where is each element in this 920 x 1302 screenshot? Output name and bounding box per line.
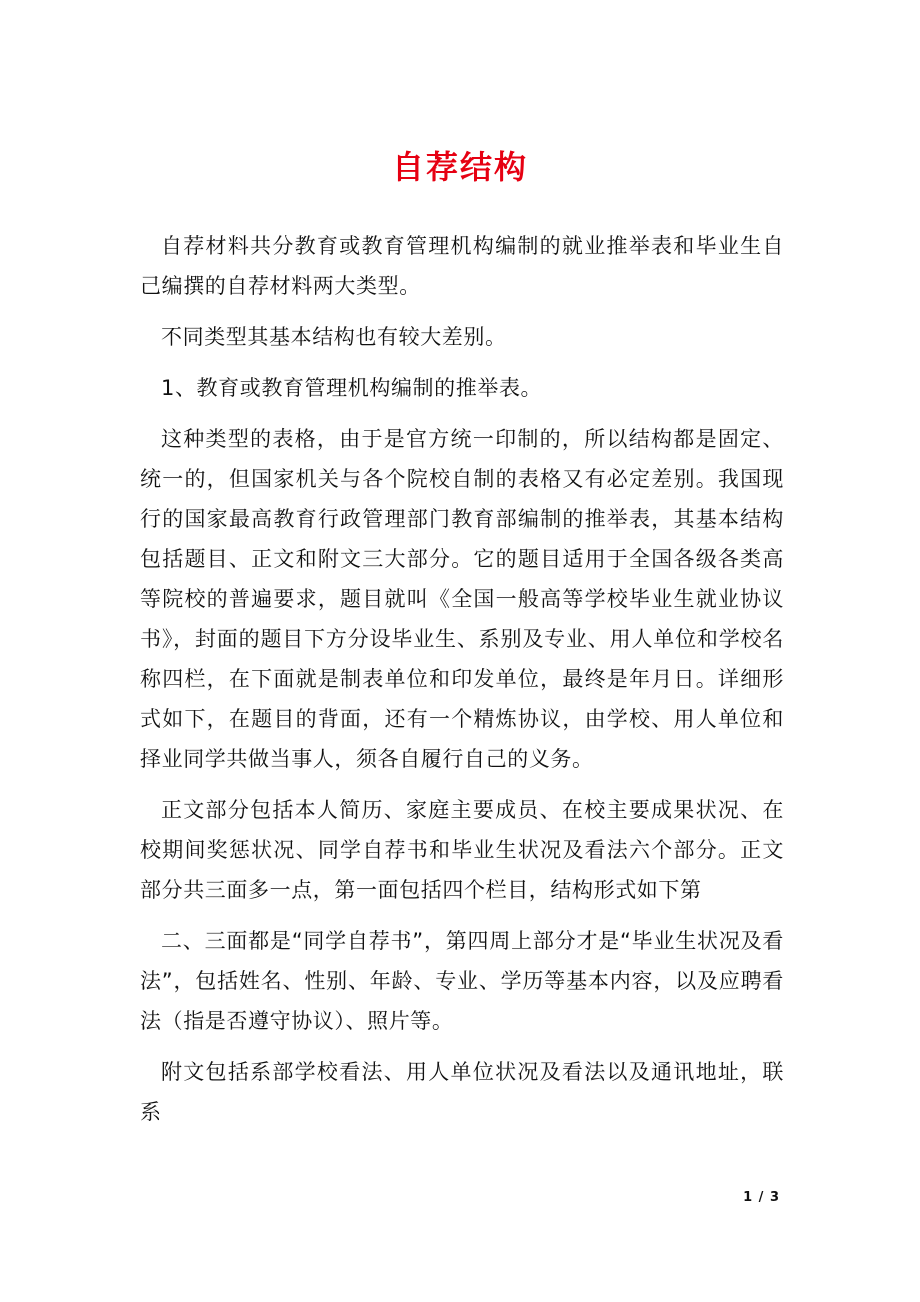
paragraph-6: 二、三面都是“同学自荐书”，第四周上部分才是“毕业生状况及看法”，包括姓名、性别、年龄、专业、学历等基本内容，以及应聘看法（指是否遵守协议）、照片等。: [140, 929, 784, 1033]
document-title: 自荐结构: [391, 148, 528, 186]
paragraph-2: 不同类型其基本结构也有较大差别。: [161, 325, 507, 349]
paragraph-5: 正文部分包括本人简历、家庭主要成员、在校主要成果状况、在校期间奖惩状况、同学自荐书和毕业生状况及看法六个部分。正文部分共三面多一点，第一面包括四个栏目，结构形式如下第: [140, 798, 784, 902]
paragraph-1: 自荐材料共分教育或教育管理机构编制的就业推举表和毕业生自己编撰的自荐材料两大类型。: [140, 234, 784, 298]
paragraph-4: 这种类型的表格，由于是官方统一印制的，所以结构都是固定、统一的，但国家机关与各个院校自制的表格又有必定差别。我国现行的国家最高教育行政管理部门教育部编制的推举表，其基本结构包括题目、正文和附文三大部分。它的题目适用于全国各级各类高等院校的普遍要求，题目就叫《全国一般高等学校毕业生就业协议书》，封面的题目下方分设毕业生、系别及专业、用人单位和学校名称四栏，在下面就是制表单位和印发单位，最终是年月日。详细形式如下，在题目的背面，还有一个精炼协议，由学校、用人单位和择业同学共做当事人，须各自履行自己的义务。: [140, 427, 784, 771]
page-number: 1 / 3: [743, 1190, 780, 1205]
paragraph-7: 附文包括系部学校看法、用人单位状况及看法以及通讯地址，联系: [140, 1060, 784, 1124]
document-body: [140, 226, 784, 1143]
paragraph-3: 1、教育或教育管理机构编制的推举表。: [161, 376, 543, 400]
